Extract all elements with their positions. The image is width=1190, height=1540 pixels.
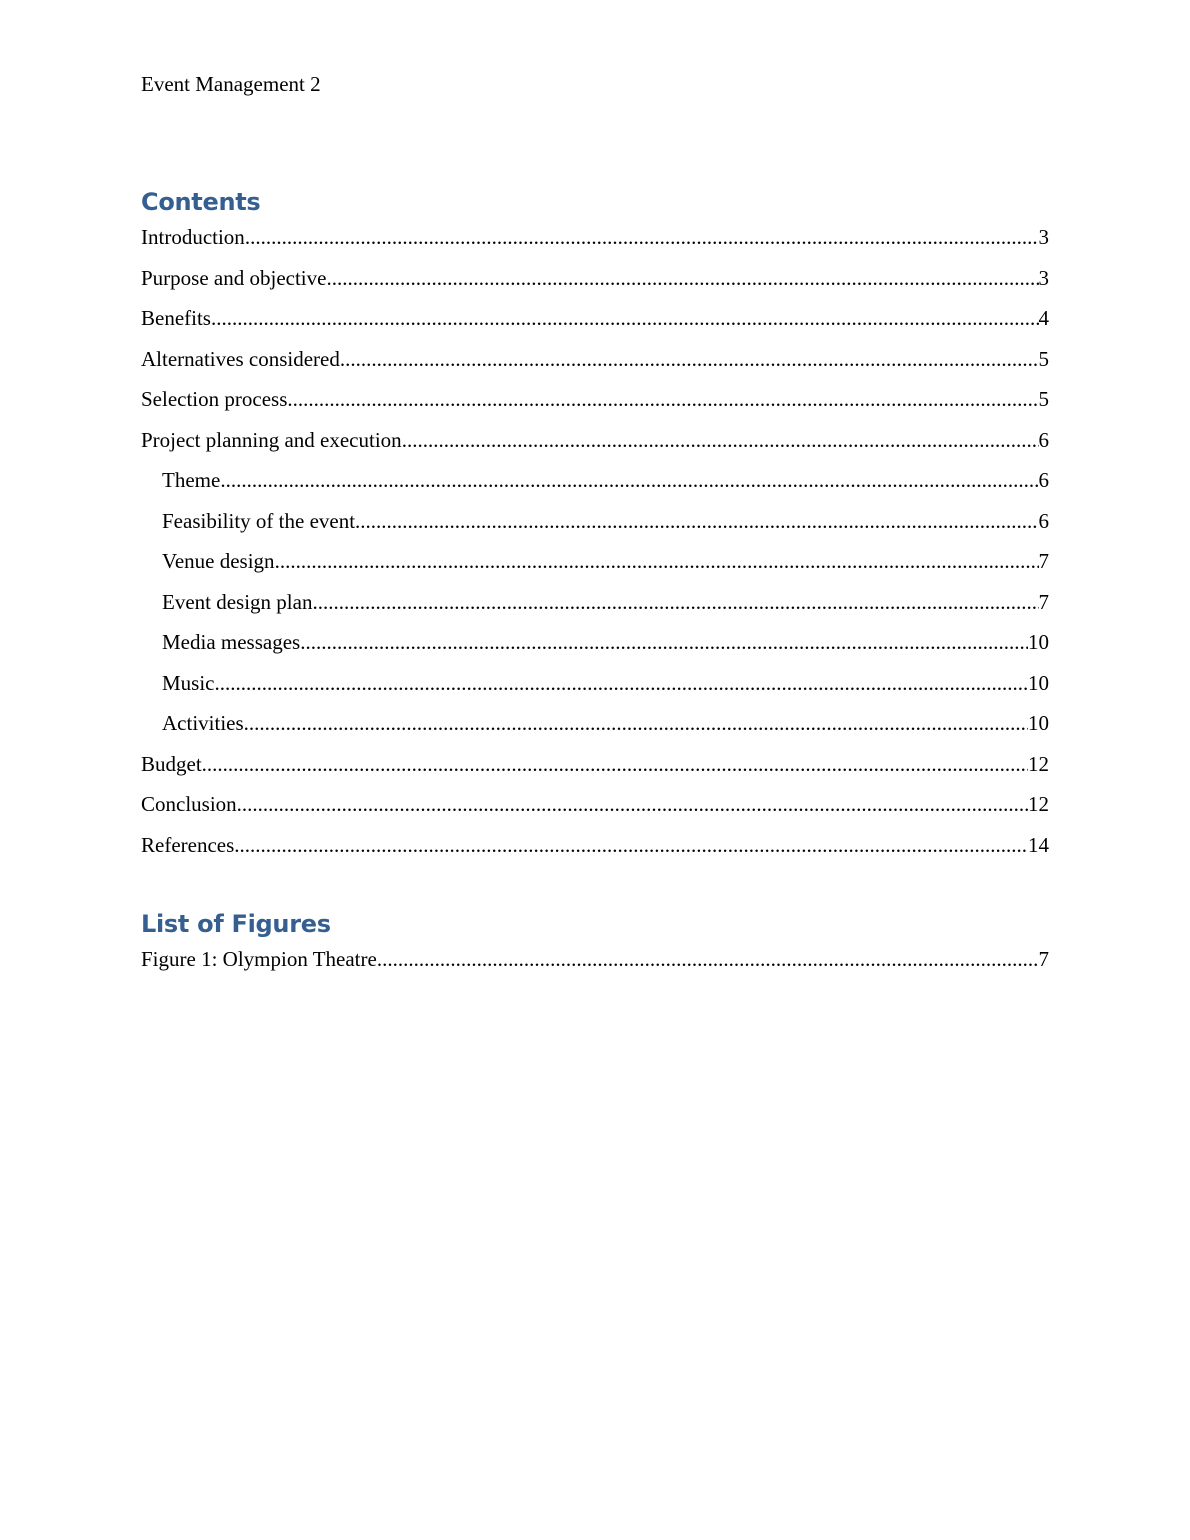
toc-entry-benefits[interactable] xyxy=(141,303,1049,344)
toc-entry-title: Activities xyxy=(162,711,244,735)
toc-entry-page: 5 xyxy=(1038,387,1049,411)
figure-entry-title: Figure 1: Olympion Theatre xyxy=(141,947,377,971)
toc-entry-page: 10 xyxy=(1028,711,1049,735)
list-of-figures-heading: List of Figures xyxy=(141,910,331,938)
toc-entry-title: Event design plan xyxy=(162,589,313,614)
contents-heading: Contents xyxy=(141,188,261,216)
toc-dot-leader xyxy=(275,546,1039,576)
toc-dot-leader xyxy=(220,465,1038,495)
toc-entry-page: 3 xyxy=(1038,225,1049,249)
toc-entry-page: 4 xyxy=(1038,306,1049,330)
toc-entry-page: 3 xyxy=(1038,265,1049,290)
toc-dot-leader xyxy=(355,506,1038,536)
toc-entry-title: Selection process xyxy=(141,387,288,411)
toc-entry-page: 14 xyxy=(1028,832,1049,857)
toc-entry-title: Venue design xyxy=(162,549,275,573)
toc-dot-leader xyxy=(211,303,1039,333)
toc-entry-venue-design[interactable] xyxy=(141,546,1049,587)
toc-dot-leader xyxy=(202,749,1028,779)
toc-entry-page: 10 xyxy=(1028,670,1049,695)
toc-entry-page: 7 xyxy=(1038,549,1049,573)
toc-entry-page: 5 xyxy=(1038,346,1049,371)
toc-dot-leader xyxy=(234,830,1028,860)
toc-entry-references[interactable] xyxy=(141,830,1049,871)
toc-entry-project-planning-and-execution[interactable] xyxy=(141,425,1049,466)
toc-entry-introduction[interactable] xyxy=(141,222,1049,263)
toc-entry-title: Introduction xyxy=(141,225,245,249)
toc-entry-feasibility-of-the-event[interactable] xyxy=(141,506,1049,547)
toc-entry-page: 12 xyxy=(1028,792,1049,816)
toc-entry-title: Feasibility of the event xyxy=(162,508,356,533)
toc-dot-leader xyxy=(237,789,1028,819)
toc-dot-leader xyxy=(300,627,1028,657)
toc-entry-title: Theme xyxy=(162,468,221,492)
toc-dot-leader xyxy=(312,587,1038,617)
toc-entry-music[interactable] xyxy=(141,668,1049,709)
toc-entry-page: 12 xyxy=(1028,751,1049,776)
toc-entry-budget[interactable] xyxy=(141,749,1049,790)
toc-dot-leader xyxy=(245,222,1039,252)
toc-entry-title: Project planning and execution xyxy=(141,427,402,452)
table-of-contents xyxy=(141,222,1049,870)
running-header: Event Management 2 xyxy=(141,72,321,96)
figure-entry-page: 7 xyxy=(1038,947,1049,971)
toc-entry-title: Purpose and objective xyxy=(141,265,327,290)
toc-entry-title: Alternatives considered xyxy=(141,346,340,371)
toc-entry-title: References xyxy=(141,832,235,857)
toc-entry-conclusion[interactable] xyxy=(141,789,1049,830)
toc-entry-title: Benefits xyxy=(141,306,211,330)
toc-entry-activities[interactable] xyxy=(141,708,1049,749)
list-of-figures xyxy=(141,944,1049,985)
toc-entry-page: 6 xyxy=(1038,508,1049,533)
toc-dot-leader xyxy=(340,344,1039,374)
toc-entry-title: Budget xyxy=(141,751,202,776)
toc-entry-page: 10 xyxy=(1028,630,1049,654)
toc-dot-leader xyxy=(402,425,1039,455)
toc-dot-leader xyxy=(215,668,1029,698)
toc-entry-page: 6 xyxy=(1038,468,1049,492)
toc-entry-title: Conclusion xyxy=(141,792,237,816)
toc-entry-selection-process[interactable] xyxy=(141,384,1049,425)
toc-entry-page: 7 xyxy=(1038,589,1049,614)
toc-entry-media-messages[interactable] xyxy=(141,627,1049,668)
toc-entry-alternatives-considered[interactable] xyxy=(141,344,1049,385)
toc-dot-leader xyxy=(326,263,1038,293)
toc-entry-theme[interactable] xyxy=(141,465,1049,506)
toc-entry-purpose-and-objective[interactable] xyxy=(141,263,1049,304)
toc-dot-leader xyxy=(377,944,1039,974)
toc-entry-title: Music xyxy=(162,670,215,695)
toc-dot-leader xyxy=(287,384,1038,414)
figure-entry-olympion-theatre[interactable] xyxy=(141,944,1049,985)
toc-dot-leader xyxy=(244,708,1028,738)
toc-entry-event-design-plan[interactable] xyxy=(141,587,1049,628)
toc-entry-page: 6 xyxy=(1038,427,1049,452)
toc-entry-title: Media messages xyxy=(162,630,301,654)
